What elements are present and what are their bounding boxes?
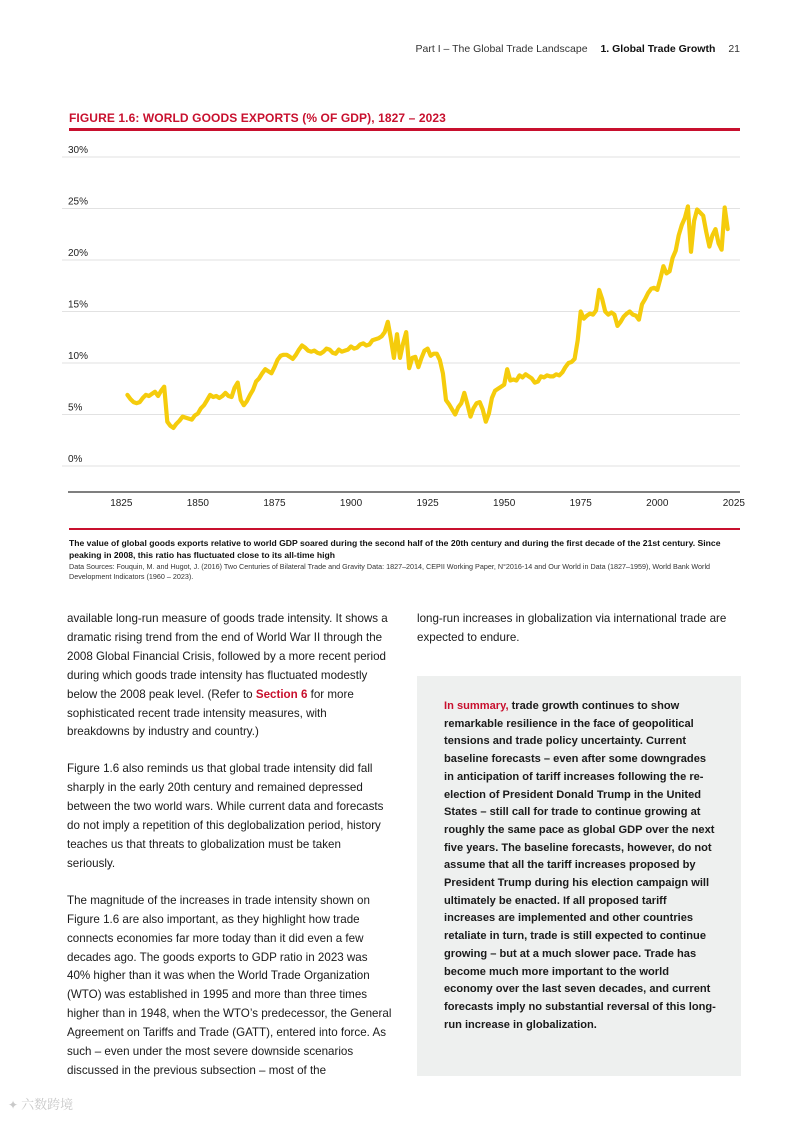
data-point [252, 389, 253, 390]
data-point [369, 344, 370, 345]
body-column-right [417, 610, 742, 666]
data-point [305, 347, 306, 348]
data-point [626, 313, 627, 314]
data-point [571, 361, 572, 362]
y-tick-label: 0% [68, 454, 83, 465]
data-point [139, 402, 140, 403]
figure-source: Data Sources: Fouquin, M. and Hugot, J. (2016) Two Centuries of Bilateral Trade and Gravity Data: 1827–2014, CEPII Working Paper, N°2016-14 and Our World in Data (1827–1959), World Bank World Development Indicators (1960 – 2023). [69, 562, 711, 581]
data-point [439, 359, 440, 360]
data-point [641, 304, 642, 305]
running-header [416, 43, 740, 55]
data-point [482, 409, 483, 410]
data-point [176, 423, 177, 424]
data-point [611, 312, 612, 313]
data-point [399, 357, 400, 358]
x-tick-label: 1975 [569, 498, 592, 509]
data-point [298, 349, 299, 350]
summary-lead: In summary, [444, 700, 509, 712]
data-point [332, 352, 333, 353]
data-point [249, 394, 250, 395]
data-point [418, 367, 419, 368]
summary-text [444, 698, 718, 1034]
data-point [323, 351, 324, 352]
data-point [504, 384, 505, 385]
data-point [421, 357, 422, 358]
data-point [424, 350, 425, 351]
data-point [724, 207, 725, 208]
data-point [277, 359, 278, 360]
data-point [488, 413, 489, 414]
data-point [363, 343, 364, 344]
data-point [308, 350, 309, 351]
data-point [378, 338, 379, 339]
data-point [592, 314, 593, 315]
y-tick-label: 25% [68, 196, 89, 208]
data-point [295, 354, 296, 355]
data-point [436, 353, 437, 354]
data-point [531, 378, 532, 379]
data-point [145, 394, 146, 395]
data-point [161, 390, 162, 391]
data-point [452, 409, 453, 410]
data-point [448, 404, 449, 405]
data-point [476, 403, 477, 404]
x-tick-label: 2025 [722, 498, 745, 509]
data-point [620, 321, 621, 322]
data-point [559, 375, 560, 376]
data-point [577, 340, 578, 341]
data-point [415, 356, 416, 357]
data-point [197, 413, 198, 414]
watermark-logo-icon: ✦ [8, 1098, 19, 1112]
data-point [461, 403, 462, 404]
data-point [501, 386, 502, 387]
data-point [565, 367, 566, 368]
body-paragraph: long-run increases in globalization via international trade are expected to endure. [417, 612, 727, 644]
data-point [479, 402, 480, 403]
data-point [638, 319, 639, 320]
data-point [651, 288, 652, 289]
data-point [384, 332, 385, 333]
data-point [173, 427, 174, 428]
data-point [381, 336, 382, 337]
data-point [409, 368, 410, 369]
data-point [614, 314, 615, 315]
data-point [519, 375, 520, 376]
data-point [213, 396, 214, 397]
data-point [240, 400, 241, 401]
data-point [721, 249, 722, 250]
data-point [663, 266, 664, 267]
data-point [623, 316, 624, 317]
data-point [546, 375, 547, 376]
data-point [164, 386, 165, 387]
data-point [286, 354, 287, 355]
y-tick-label: 20% [68, 248, 89, 259]
data-point [200, 408, 201, 409]
data-point [301, 345, 302, 346]
data-point [645, 299, 646, 300]
data-point [510, 380, 511, 381]
data-point [271, 373, 272, 374]
data-point [657, 289, 658, 290]
data-point [354, 348, 355, 349]
data-point [154, 391, 155, 392]
data-point [127, 394, 128, 395]
data-point [605, 311, 606, 312]
data-point [528, 376, 529, 377]
summary-body: trade growth continues to show remarkable resilience in the face of geopolitical tensions and trade policy uncertainty. Current baseline forecasts – even after some downgrades in anticipation of tariff increases following the re-election of President Donald Trump in the United States – still call for trade to continue growing at roughly the same pace as global GDP over the next five years. The baseline forecasts, however, do not assume that all the tariff increases proposed by President Trump during his election campaign will ultimately be enacted. If all proposed tariff increases are implemented and other countries retaliate in turn, trade is still expected to continue growing – but at a much slower pace. Trade has become much more important to the world economy over the last seven decades, and current forecasts imply no substantial reversal of this long-run increase in globalization. [444, 700, 716, 1031]
data-point [142, 397, 143, 398]
data-point [326, 348, 327, 349]
x-tick-label: 1950 [493, 498, 516, 509]
data-point [681, 224, 682, 225]
data-point [586, 315, 587, 316]
data-point [703, 215, 704, 216]
body-paragraph: Figure 1.6 also reminds us that global trade intensity did fall sharply in the early 20th century and remained depressed between the two world wars. While current data and forecasts do not imply a repetition of this deglobalization period, history teaches us that threats to globalization must be taken seriously. [67, 762, 384, 870]
data-point [442, 373, 443, 374]
watermark-text: 六数跨境 [21, 1097, 74, 1112]
data-point [583, 318, 584, 319]
data-point [237, 382, 238, 383]
series-line-goods-exports [127, 206, 727, 428]
data-point [366, 345, 367, 346]
header-part: Part I – The Global Trade Landscape [415, 43, 588, 55]
data-point [412, 357, 413, 358]
figure-title: FIGURE 1.6: WORLD GOODS EXPORTS (% OF GDP), 1827 – 2023 [69, 111, 446, 125]
data-point [706, 232, 707, 233]
data-point [338, 349, 339, 350]
data-point [170, 425, 171, 426]
data-point [516, 380, 517, 381]
data-point [534, 382, 535, 383]
x-tick-label: 1875 [263, 498, 286, 509]
data-point [617, 325, 618, 326]
data-point [243, 405, 244, 406]
body-paragraph [67, 610, 392, 742]
data-point [188, 418, 189, 419]
data-point [259, 378, 260, 379]
data-point [589, 313, 590, 314]
body-paragraph: The magnitude of the increases in trade intensity shown on Figure 1.6 are also important, as they highlight how trade connects economies far more today than it did even a few decades ago. The goods exports to GDP ratio in 2023 was 40% higher than it was when the World Trade Organization (WTO) was established in 1995 and more than three times higher than in 1948, when the WTO’s predecessor, the General Agreement on Tariffs and Trade (GATT), entered into force. As such – even under the most severe downside scenarios discussed in the previous subsection – most of the [67, 893, 392, 1077]
data-point [347, 349, 348, 350]
data-point [666, 273, 667, 274]
data-point [727, 229, 728, 230]
data-point [491, 397, 492, 398]
data-point [556, 374, 557, 375]
data-point [167, 421, 168, 422]
data-point [403, 343, 404, 344]
data-point [341, 351, 342, 352]
data-point [130, 399, 131, 400]
data-point [158, 395, 159, 396]
data-point [675, 250, 676, 251]
paragraph-text: for more sophisticated recent trade intensity measures, with breakdowns by industry and country.) [67, 687, 354, 739]
data-point [231, 396, 232, 397]
data-point [210, 394, 211, 395]
data-point [678, 235, 679, 236]
data-point [256, 381, 257, 382]
data-point [360, 344, 361, 345]
data-point [357, 347, 358, 348]
data-point [396, 334, 397, 335]
data-point [445, 400, 446, 401]
data-point [574, 358, 575, 359]
figure-bottom-rule [69, 528, 740, 530]
data-point [550, 376, 551, 377]
data-point [430, 355, 431, 356]
data-point [562, 372, 563, 373]
data-point [151, 393, 152, 394]
data-point [329, 349, 330, 350]
data-point [222, 395, 223, 396]
data-point [234, 387, 235, 388]
data-point [718, 243, 719, 244]
figure-top-rule [69, 128, 740, 131]
data-point [289, 356, 290, 357]
data-point [350, 346, 351, 347]
data-point [537, 381, 538, 382]
data-point [712, 235, 713, 236]
data-point [219, 397, 220, 398]
data-point [262, 373, 263, 374]
watermark [8, 1094, 73, 1113]
data-point [684, 217, 685, 218]
y-tick-label: 30% [68, 145, 89, 156]
data-point [494, 390, 495, 391]
data-point [344, 350, 345, 351]
data-point [225, 392, 226, 393]
data-point [314, 350, 315, 351]
data-point [660, 278, 661, 279]
data-point [543, 377, 544, 378]
data-point [700, 212, 701, 213]
data-point [522, 377, 523, 378]
data-point [427, 348, 428, 349]
data-point [292, 358, 293, 359]
y-tick-label: 5% [68, 402, 83, 414]
section-6-link[interactable]: Section 6 [255, 687, 308, 701]
data-point [265, 369, 266, 370]
data-point [393, 357, 394, 358]
data-point [568, 362, 569, 363]
data-point [715, 229, 716, 230]
data-point [497, 388, 498, 389]
x-tick-label: 1900 [339, 498, 363, 509]
x-tick-label: 1925 [416, 498, 439, 509]
data-point [203, 405, 204, 406]
data-point [540, 376, 541, 377]
data-point [317, 352, 318, 353]
data-point [179, 420, 180, 421]
data-point [191, 419, 192, 420]
data-point [320, 353, 321, 354]
data-point [553, 376, 554, 377]
data-point [690, 251, 691, 252]
y-tick-label: 10% [68, 351, 89, 362]
data-point [485, 421, 486, 422]
data-point [464, 392, 465, 393]
data-point [280, 355, 281, 356]
chart-gridlines [62, 157, 740, 492]
data-point [372, 340, 373, 341]
data-point [635, 315, 636, 316]
body-column-left [67, 610, 392, 1099]
data-point [390, 338, 391, 339]
data-point [185, 417, 186, 418]
data-point [283, 354, 284, 355]
data-point [194, 415, 195, 416]
data-point [268, 371, 269, 372]
y-tick-label: 15% [68, 299, 89, 311]
data-point [602, 299, 603, 300]
data-point [467, 404, 468, 405]
summary-box [417, 676, 741, 1076]
x-tick-label: 1825 [110, 498, 133, 509]
data-point [375, 339, 376, 340]
x-tick-label: 1850 [186, 498, 210, 509]
chart-x-tick-labels [110, 498, 745, 509]
data-point [458, 407, 459, 408]
data-point [608, 314, 609, 315]
data-point [148, 395, 149, 396]
data-point [687, 206, 688, 207]
data-point [595, 310, 596, 311]
data-point [669, 271, 670, 272]
data-point [697, 209, 698, 210]
data-point [672, 257, 673, 258]
data-point [216, 395, 217, 396]
x-tick-label: 2000 [646, 498, 669, 509]
data-point [228, 395, 229, 396]
data-point [473, 408, 474, 409]
data-point [387, 321, 388, 322]
data-point [246, 401, 247, 402]
data-point [133, 402, 134, 403]
figure-caption: The value of global goods exports relative to world GDP soared during the second half of the 20th century and during the first decade of the 21st century. Since peaking in 2008, this ratio has fluctuated close to its all-time high [69, 538, 721, 560]
data-point [433, 353, 434, 354]
header-section: 1. Global Trade Growth [600, 43, 716, 55]
data-point [599, 289, 600, 290]
data-point [335, 353, 336, 354]
data-point [406, 332, 407, 333]
data-point [455, 414, 456, 415]
data-point [207, 400, 208, 401]
data-point [629, 311, 630, 312]
data-point [648, 292, 649, 293]
data-point [311, 351, 312, 352]
data-point [513, 379, 514, 380]
data-point [525, 374, 526, 375]
chart-y-tick-labels [68, 145, 88, 465]
data-point [654, 287, 655, 288]
data-point [274, 367, 275, 368]
data-point [709, 246, 710, 247]
data-point [470, 416, 471, 417]
data-point [580, 311, 581, 312]
paragraph-text: available long-run measure of goods trade intensity. It shows a dramatic rising trend from the end of World War II through the 2008 Global Financial Crisis, followed by a more recent period during which goods trade intensity has fluctuated modestly below the 2008 peak level. (Refer to [67, 612, 388, 701]
data-point [507, 369, 508, 370]
data-point [694, 220, 695, 221]
page-number: 21 [728, 43, 740, 55]
data-point [136, 403, 137, 404]
line-chart [62, 145, 752, 515]
data-point [632, 314, 633, 315]
data-point [182, 416, 183, 417]
